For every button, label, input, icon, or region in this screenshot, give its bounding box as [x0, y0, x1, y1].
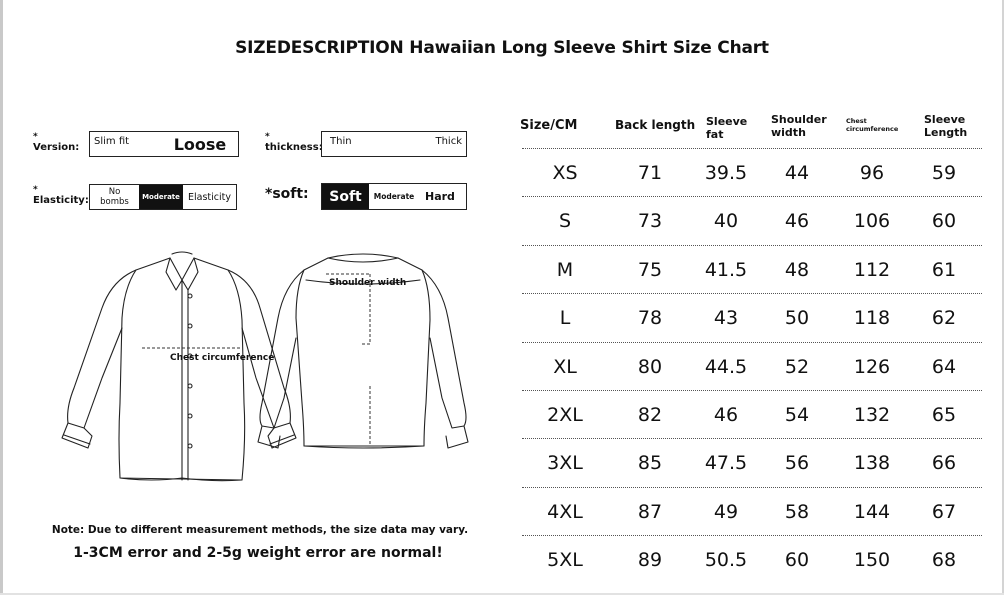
- cell-chest-circumference: 132: [853, 404, 891, 426]
- chest-circumference-label: Chest circumference: [170, 353, 275, 363]
- cell-sleeve-fat: 46: [713, 404, 739, 426]
- header-chest-line1: Chest: [846, 117, 867, 125]
- cell-back-length: 75: [637, 258, 663, 281]
- cell-sleeve-length: 64: [931, 355, 957, 378]
- cell-shoulder-width: 52: [784, 355, 810, 378]
- cell-size: XS: [552, 162, 578, 184]
- cell-sleeve-fat: 40: [713, 210, 739, 233]
- cell-sleeve-length: 67: [931, 500, 957, 523]
- soft-option-hard[interactable]: Hard: [425, 190, 455, 203]
- cell-size: 2XL: [547, 404, 583, 426]
- cell-back-length: 73: [637, 210, 663, 233]
- shoulder-width-label: Shoulder width: [329, 278, 407, 288]
- header-sleeve-length-line2: Length: [924, 126, 968, 139]
- cell-size: XL: [553, 355, 577, 378]
- elasticity-label: [33, 186, 89, 207]
- cell-size: S: [558, 210, 572, 233]
- elasticity-selector[interactable]: [89, 184, 237, 210]
- cell-back-length: 85: [637, 452, 663, 475]
- thickness-star: *: [265, 132, 270, 142]
- table-row: [522, 488, 982, 536]
- cell-shoulder-width: 50: [784, 307, 810, 330]
- cell-sleeve-length: 62: [931, 307, 957, 330]
- thickness-label-text: thickness:: [265, 142, 323, 153]
- header-sleeve-length-line1: Sleeve: [924, 113, 966, 126]
- header-back-length: Back length: [615, 118, 696, 132]
- cell-back-length: 78: [637, 307, 663, 330]
- cell-shoulder-width: 58: [784, 500, 810, 523]
- header-shoulder-width: [771, 113, 827, 139]
- header-size: Size/CM: [520, 118, 578, 133]
- table-row: [522, 391, 982, 439]
- header-shoulder-line1: Shoulder: [771, 113, 827, 126]
- cell-chest-circumference: 150: [853, 549, 891, 572]
- page-title: SIZEDESCRIPTION Hawaiian Long Sleeve Shirt Size Chart: [235, 38, 769, 58]
- elasticity-option-elasticity[interactable]: Elasticity: [188, 191, 231, 203]
- cell-shoulder-width: 46: [784, 210, 810, 233]
- cell-size: 5XL: [547, 549, 583, 572]
- cell-chest-circumference: 112: [853, 258, 891, 281]
- cell-chest-circumference: 126: [853, 355, 891, 378]
- header-sleeve-fat-line2: fat: [706, 128, 724, 141]
- cell-shoulder-width: 54: [784, 404, 810, 426]
- cell-back-length: 87: [637, 500, 663, 523]
- front-shirt-outline: [62, 252, 296, 481]
- version-selector[interactable]: [89, 131, 239, 157]
- header-chest-circumference: [846, 117, 898, 133]
- cell-chest-circumference: 96: [859, 162, 885, 184]
- elasticity-label-text: Elasticity:: [33, 195, 89, 206]
- cell-back-length: 71: [637, 162, 663, 184]
- header-chest-line2: circumference: [846, 125, 899, 133]
- thickness-selector[interactable]: [321, 131, 467, 157]
- cell-sleeve-fat: 43: [713, 307, 739, 330]
- elasticity-option-no-bombs[interactable]: No bombs: [100, 187, 129, 207]
- header-sleeve-fat: [706, 115, 747, 141]
- front-shirt-buttons: [188, 294, 192, 448]
- cell-sleeve-fat: 50.5: [704, 549, 748, 572]
- elasticity-option-moderate[interactable]: Moderate: [139, 185, 183, 209]
- cell-size: L: [559, 307, 571, 330]
- cell-chest-circumference: 138: [853, 452, 891, 475]
- header-sleeve-length: [924, 113, 967, 139]
- cell-back-length: 80: [637, 355, 663, 378]
- soft-label: *soft:: [265, 186, 309, 202]
- measurement-note: Note: Due to different measurement methods, the size data may vary.: [51, 524, 469, 536]
- cell-sleeve-length: 65: [931, 404, 957, 426]
- cell-sleeve-fat: 39.5: [704, 162, 748, 184]
- table-row: [522, 343, 982, 391]
- cell-sleeve-fat: 49: [713, 500, 739, 523]
- cell-back-length: 89: [637, 549, 663, 572]
- table-row: [522, 439, 982, 487]
- version-label: [33, 133, 79, 154]
- cell-chest-circumference: 118: [853, 307, 891, 330]
- shirt-measurement-diagram: [52, 228, 480, 508]
- table-row: [522, 149, 982, 197]
- cell-size: M: [556, 258, 574, 281]
- header-sleeve-fat-line1: Sleeve: [706, 115, 748, 128]
- cell-size: 4XL: [547, 500, 583, 523]
- version-label-text: Version:: [33, 142, 80, 153]
- thickness-option-thick[interactable]: Thick: [435, 136, 462, 147]
- cell-sleeve-length: 61: [931, 258, 957, 281]
- table-row: [522, 294, 982, 342]
- elasticity-star: *: [33, 185, 38, 195]
- thickness-option-thin[interactable]: Thin: [330, 136, 352, 147]
- cell-sleeve-length: 59: [931, 162, 957, 184]
- table-row: [522, 246, 982, 294]
- soft-option-soft[interactable]: Soft: [322, 184, 369, 209]
- cell-sleeve-length: 60: [931, 210, 957, 233]
- error-note: 1-3CM error and 2-5g weight error are normal!: [73, 545, 443, 561]
- soft-option-moderate[interactable]: Moderate: [373, 192, 415, 201]
- thickness-label: [265, 133, 323, 154]
- shirt-illustration: [52, 228, 480, 508]
- table-row: [522, 197, 982, 245]
- cell-sleeve-fat: 47.5: [704, 452, 748, 475]
- version-option-loose[interactable]: Loose: [173, 134, 227, 154]
- soft-selector[interactable]: [321, 183, 467, 210]
- frame-left-border: [0, 0, 3, 595]
- cell-sleeve-fat: 44.5: [704, 355, 748, 378]
- header-shoulder-line2: width: [771, 126, 806, 139]
- cell-chest-circumference: 106: [853, 210, 891, 233]
- cell-sleeve-length: 68: [931, 549, 957, 572]
- version-option-slim-fit[interactable]: Slim fit: [94, 136, 130, 147]
- cell-chest-circumference: 144: [853, 500, 891, 523]
- cell-sleeve-length: 66: [931, 452, 957, 475]
- cell-size: 3XL: [547, 452, 583, 475]
- size-table-header: [510, 105, 975, 149]
- cell-shoulder-width: 56: [784, 452, 810, 475]
- cell-back-length: 82: [637, 404, 663, 426]
- cell-shoulder-width: 48: [784, 258, 810, 281]
- version-star: *: [33, 132, 38, 142]
- cell-shoulder-width: 44: [784, 162, 810, 184]
- cell-sleeve-fat: 41.5: [704, 258, 748, 281]
- table-row: [522, 536, 982, 584]
- cell-shoulder-width: 60: [784, 549, 810, 572]
